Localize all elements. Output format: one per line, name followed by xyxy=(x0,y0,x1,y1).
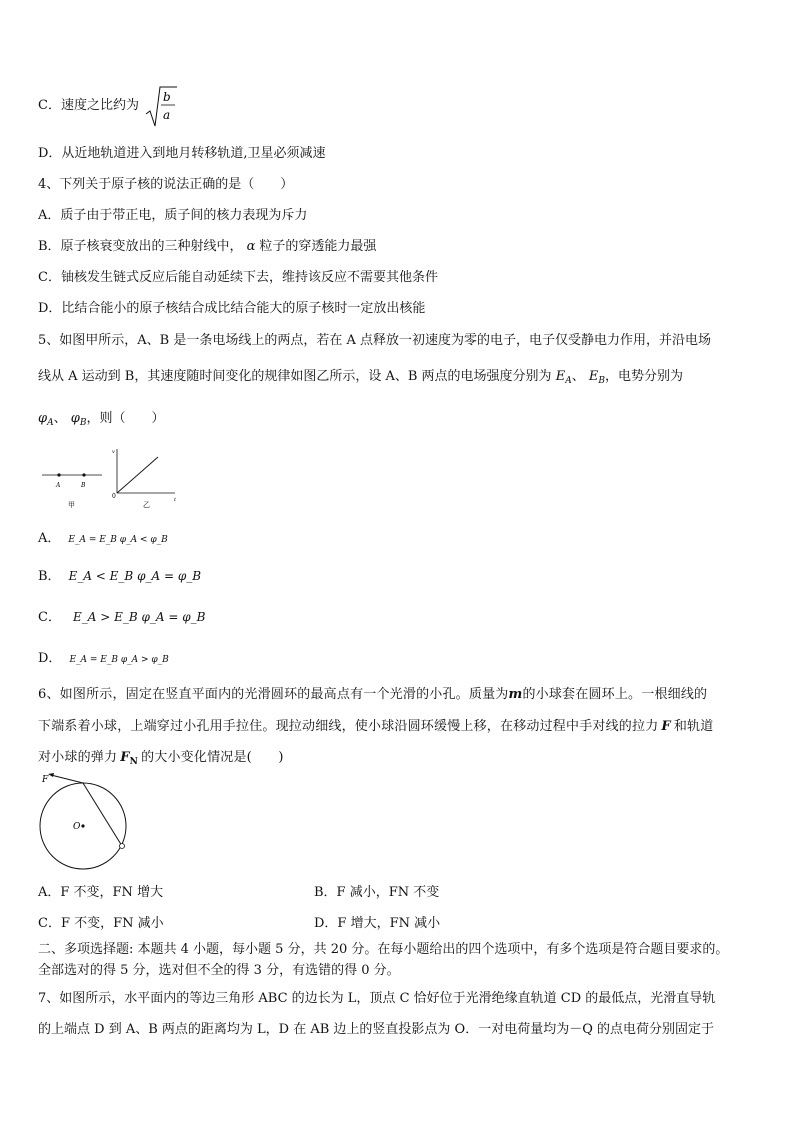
arrow-head xyxy=(48,773,54,777)
q3-option-d: D．从近地轨道进入到地月转移轨道,卫星必须减速 xyxy=(38,146,326,161)
label-f: F xyxy=(42,775,49,785)
label-o: 0 xyxy=(112,493,116,500)
q4-option-d: D．比结合能小的原子核结合成比结合能大的原子核时一定放出核能 xyxy=(38,301,426,316)
q5-stem-line1: 5、如图甲所示，A、B 是一条电场线上的两点，若在 A 点释放一初速度为零的电子，电子仅受静电力作用，并沿电场 xyxy=(38,333,711,348)
label-jia: 甲 xyxy=(68,501,75,509)
q3-option-c: C．速度之比约为 xyxy=(38,98,139,113)
q4-option-b: B．原子核衰变放出的三种射线中， α 粒子的穿透能力最强 xyxy=(38,239,377,254)
label-o: O xyxy=(73,822,81,832)
q6-stem-line1: 6、如图所示，固定在竖直平面内的光滑圆环的最高点有一个光滑的小孔。质量为m的小球套在圆环上。一根细线的 xyxy=(38,687,708,702)
q6-option-a: A．F 不变，FN 增大 xyxy=(38,885,164,900)
label-yi: 乙 xyxy=(143,501,150,509)
q5-figure xyxy=(40,445,190,519)
point-b xyxy=(82,473,85,476)
q6-option-c: C．F 不变，FN 减小 xyxy=(38,916,164,931)
point-a xyxy=(57,473,60,476)
label-t: t xyxy=(174,497,177,503)
label-a: A xyxy=(56,482,61,489)
string-to-ball xyxy=(83,783,122,846)
section2-line2: 全部选对的得 5 分，选对但不全的得 3 分，有选错的得 0 分。 xyxy=(38,963,400,978)
q7-stem-line1: 7、如图所示，水平面内的等边三角形 ABC 的边长为 L，顶点 C 恰好位于光滑绝缘直轨道 CD 的最低点，光滑直导轨 xyxy=(38,991,716,1006)
q6-figure xyxy=(36,770,136,880)
q4-option-a: A．质子由于带正电，质子间的核力表现为斥力 xyxy=(38,208,308,223)
sqrt-denominator: a xyxy=(163,108,171,122)
label-b: B xyxy=(81,482,86,489)
q4-stem: 4、下列关于原子核的说法正确的是（ ） xyxy=(38,177,294,192)
q6-option-d: D．F 增大，FN 减小 xyxy=(314,916,441,931)
q7-stem-line2: 的上端点 D 到 A、B 两点的距离均为 L，D 在 AB 边上的竖直投影点为 O．一对电荷量均为－Q 的点电荷分别固定于 xyxy=(38,1022,715,1037)
q5-option-c: C． E_A > E_B φ_A = φ_B xyxy=(38,610,206,625)
center-o xyxy=(81,824,84,827)
q5-stem-line3: $\varphi_A$、 $\varphi_B$，则（ ） xyxy=(38,411,165,428)
sqrt-numerator: b xyxy=(163,90,171,104)
q5-option-b: B． E_A < E_B φ_A = φ_B xyxy=(38,569,202,584)
sqrt-fraction xyxy=(144,84,178,134)
v-t-line xyxy=(117,457,158,493)
q6-stem-line2: 下端系着小球，上端穿过小孔用手拉住。现拉动细线，使小球沿圆环缓慢上移，在移动过程中手对线的拉力 F 和轨道 xyxy=(38,719,714,734)
label-v: v xyxy=(112,449,115,455)
q6-stem-line3: 对小球的弹力 $F_N$ 的大小变化情况是( ) xyxy=(38,750,284,767)
q4-option-c: C．铀核发生链式反应后能自动延续下去，维持该反应不需要其他条件 xyxy=(38,270,438,285)
q5-stem-line2: 线从 A 运动到 B，其速度随时间变化的规律如图乙所示，设 A、B 两点的电场强度分别为 $E_A$、 $E_B$，电势分别为 xyxy=(38,369,683,386)
string-f xyxy=(51,775,83,783)
q6-option-b: B．F 减小，FN 不变 xyxy=(314,885,440,900)
section2-line1: 二、多项选择题: 本题共 4 小题，每小题 5 分，共 20 分。在每小题给出的四个选项中，有多个选项是符合题目要求的。 xyxy=(38,942,729,957)
q5-option-d: D． E_A = E_B φ_A > φ_B xyxy=(38,651,169,666)
ball xyxy=(120,844,125,849)
q5-option-a: A． E_A = E_B φ_A < φ_B xyxy=(38,531,168,546)
